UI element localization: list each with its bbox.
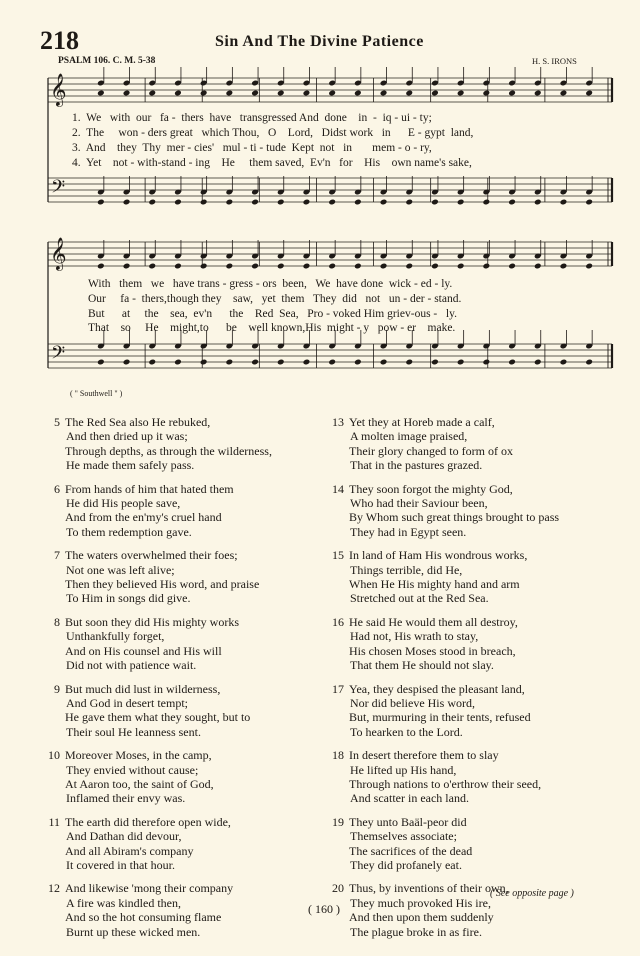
stanza-line: 7 The waters overwhelmed their foes;: [46, 548, 316, 562]
system1-bass-clef-icon: 𝄢: [51, 177, 66, 202]
system2-treble-note: [405, 263, 413, 270]
stanza: [330, 482, 630, 540]
stanza-line: To them redemption gave.: [66, 524, 192, 539]
system2-treble-note: [483, 263, 491, 270]
stanza-line: And from the en'my's cruel hand: [65, 510, 222, 525]
stanza: [330, 748, 630, 806]
stanza-number: 14: [332, 481, 344, 496]
stanza-line: And so the hot consuming flame: [65, 910, 222, 925]
lyric-line1-verse3: 3. And they Thy mer - cies' mul - ti - tude Kept not in mem - o - ry,: [72, 142, 432, 154]
stanza-line: He gave them what they sought, but to: [65, 710, 251, 725]
stanza-number: 17: [332, 681, 344, 696]
system2-bass-note: [303, 359, 311, 366]
stanza-line: The sacrifices of the dead: [349, 843, 473, 858]
stanza-line: By Whom such great things brought to pass: [349, 510, 560, 525]
stanza-line: But, murmuring in their tents, refused: [349, 710, 531, 725]
system1-treble-note: [560, 90, 568, 97]
system2-treble-note: [200, 263, 208, 270]
stanza-number: 10: [48, 748, 60, 763]
system2-bass-note: [97, 359, 105, 366]
system2-bass-note: [508, 359, 516, 366]
system2-treble-note: [251, 263, 259, 270]
lyric-line2-verse1: With them we have trans - gress - ors been, We have done wick - ed - ly.: [88, 278, 453, 290]
system2-bass-note: [148, 359, 156, 366]
stanza-line: It covered in that hour.: [66, 857, 175, 872]
system1-treble-note: [226, 90, 234, 97]
stanza-number: 20: [332, 881, 344, 896]
system1-bass-note: [123, 199, 131, 206]
system1-bass-note: [303, 199, 311, 206]
stanza-line: His chosen Moses stood in breach,: [349, 643, 516, 658]
system2-treble-note: [174, 263, 182, 270]
stanza-line: 12 And likewise 'mong their company: [48, 881, 234, 896]
system1-treble-note: [200, 90, 208, 97]
stanza-number: 13: [332, 415, 344, 429]
system2-treble-note: [431, 263, 439, 270]
stanza-number: 8: [54, 614, 60, 629]
stanza-line: 14 They soon forgot the mighty God,: [332, 481, 513, 496]
stanza-line: Did not with patience wait.: [66, 658, 197, 673]
stanza-line: Stretched out at the Red Sea.: [350, 591, 489, 606]
system2-treble-note: [585, 263, 593, 270]
stanza: [46, 881, 316, 939]
system2-bass-note: [251, 359, 259, 366]
system2-treble-note: [508, 263, 516, 270]
stanza-line: Through nations to o'erthrow their seed,: [349, 776, 542, 791]
stanza: [46, 748, 316, 806]
system1-bass-note: [174, 199, 182, 206]
system2-bass-note: [534, 359, 542, 366]
system1-bass-note: [354, 199, 362, 206]
system1-bass-note: [585, 199, 593, 206]
stanza: [46, 548, 316, 606]
system1-treble-note: [148, 90, 156, 97]
system1-treble-note: [97, 90, 105, 97]
stanza-line: That in the pastures grazed.: [350, 458, 483, 473]
system2-bass-note: [174, 359, 182, 366]
stanza: [330, 682, 630, 740]
stanza-line: He made them safely pass.: [66, 458, 195, 473]
stanza-line: 8 But soon they did His mighty works: [46, 615, 316, 629]
stanza-number: 12: [48, 881, 60, 896]
stanza: [330, 815, 630, 873]
system1-treble-note: [328, 90, 336, 97]
stanza-line: And on His counsel and His will: [65, 643, 222, 658]
stanza: [330, 415, 630, 473]
stanza-line: Their glory changed to form of ox: [349, 443, 513, 458]
stanza-line: They envied without cause;: [66, 762, 199, 777]
stanza-line: The plague broke in as fire.: [350, 924, 482, 939]
stanza-line: 20 Thus, by inventions of their own,: [332, 881, 509, 896]
system1-bass-note: [483, 199, 491, 206]
system1-treble-note: [405, 90, 413, 97]
system1-treble-note: [380, 90, 388, 97]
system1-bass-note: [457, 199, 465, 206]
system2-treble-note: [560, 263, 568, 270]
system2-treble-note: [226, 263, 234, 270]
stanza-line: To Him in songs did give.: [66, 591, 191, 606]
system2-bass-note: [354, 359, 362, 366]
stanzas-right-column: [330, 415, 630, 948]
system2-bass-note: [560, 359, 568, 366]
system1-bass-note: [560, 199, 568, 206]
system1-treble-note: [277, 90, 285, 97]
stanza-line: They did profanely eat.: [350, 857, 462, 872]
system2-treble-note: [354, 263, 362, 270]
stanza-line: At Aaron too, the saint of God,: [65, 776, 214, 791]
stanza-number: 9: [54, 681, 60, 696]
system2-treble-clef-icon: 𝄞: [50, 237, 67, 270]
stanza-line: And scatter in each land.: [350, 791, 469, 806]
system1-bass-note: [405, 199, 413, 206]
stanza-line: And then dried up it was;: [66, 429, 188, 444]
system2-treble-note: [534, 263, 542, 270]
system1-treble-note: [457, 90, 465, 97]
stanza-number: 19: [332, 814, 344, 829]
stanzas-left-column: [46, 415, 316, 948]
system1-treble-note: [123, 90, 131, 97]
stanza-line: To hearken to the Lord.: [350, 724, 463, 739]
lyric-line2-verse4: That so He might,to be well known,His might - y pow - er make.: [88, 322, 456, 334]
system2-bass-note: [585, 359, 593, 366]
system2-treble-note: [457, 263, 465, 270]
system2-bass-clef-icon: 𝄢: [51, 343, 66, 368]
system2-treble-note: [328, 263, 336, 270]
stanza-line: And God in desert tempt;: [66, 695, 188, 710]
stanza-number: 7: [54, 548, 60, 563]
stanza-line: 9 But much did lust in wilderness,: [46, 682, 316, 696]
system1-bass-note: [508, 199, 516, 206]
stanza-line: 13 Yet they at Horeb made a calf,: [332, 415, 495, 429]
system2-treble-note: [97, 263, 105, 270]
system1-bass-note: [328, 199, 336, 206]
stanza-line: That them He should not slay.: [350, 658, 494, 673]
system2-bass-note: [431, 359, 439, 366]
stanza-line: When He His mighty hand and arm: [349, 577, 520, 592]
system1-treble-note: [534, 90, 542, 97]
page-number: ( 160 ): [308, 902, 340, 916]
system2-treble-note: [380, 263, 388, 270]
stanza-line: And Dathan did devour,: [66, 829, 182, 844]
stanza-line: 11 The earth did therefore open wide,: [46, 815, 316, 829]
stanza-number: 18: [332, 748, 344, 763]
continuation-note: ( See opposite page ): [490, 888, 574, 899]
stanza-line: 6 From hands of him that hated them: [46, 482, 316, 496]
stanza-line: A fire was kindled then,: [66, 895, 181, 910]
system2-bass-note: [457, 359, 465, 366]
stanza-line: Not one was left alive;: [66, 562, 175, 577]
stanza: [46, 615, 316, 673]
stanza-line: They had in Egypt seen.: [350, 524, 467, 539]
stanza: [46, 815, 316, 873]
stanza-line: He did His people save,: [66, 496, 181, 511]
hymn-title: Sin And The Divine Patience: [215, 33, 424, 50]
system1-treble-note: [431, 90, 439, 97]
stanza-number: 6: [54, 481, 60, 496]
system1-treble-note: [354, 90, 362, 97]
system1-treble-note: [174, 90, 182, 97]
system1-treble-note: [585, 90, 593, 97]
system2-bass-note: [226, 359, 234, 366]
system2-bass-note: [123, 359, 131, 366]
stanza-line: Unthankfully forget,: [66, 629, 165, 644]
stanza: [330, 615, 630, 673]
system2-bass-note: [405, 359, 413, 366]
system2-treble-note: [123, 263, 131, 270]
stanza: [46, 682, 316, 740]
music-score: [0, 0, 640, 400]
stanza-line: A molten image praised,: [350, 429, 468, 444]
stanza-line: 5 The Red Sea also He rebuked,: [46, 415, 316, 429]
stanza: [46, 415, 316, 473]
system1-treble-note: [483, 90, 491, 97]
system2-bass-note: [200, 359, 208, 366]
stanza-line: Burnt up these wicked men.: [66, 924, 201, 939]
hymn-composer: H. S. IRONS: [532, 56, 577, 66]
system1-bass-note: [97, 199, 105, 206]
system1-bass-note: [277, 199, 285, 206]
system2-bass-note: [277, 359, 285, 366]
stanza-line: 15 In land of Ham His wondrous works,: [332, 548, 528, 563]
stanza-line: 19 They unto Baäl-peor did: [332, 814, 467, 829]
system1-bass-note: [534, 199, 542, 206]
stanza: [330, 548, 630, 606]
stanza-line: Nor did believe His word,: [350, 695, 475, 710]
system1-bass-note: [200, 199, 208, 206]
system1-bass-note: [431, 199, 439, 206]
stanza-line: 18 In desert therefore them to slay: [332, 748, 499, 763]
system1-treble-note: [303, 90, 311, 97]
system2-treble-note: [277, 263, 285, 270]
stanza: [46, 482, 316, 540]
tune-name: ( " Southwell " ): [70, 389, 123, 398]
stanza-line: Things terrible, did He,: [350, 562, 463, 577]
stanza-line: Through depths, as through the wilderness,: [65, 443, 272, 458]
system1-treble-note: [251, 90, 259, 97]
stanza-number: 15: [332, 548, 344, 563]
system1-bass-note: [251, 199, 259, 206]
system2-bass-note: [483, 359, 491, 366]
hymn-meter: PSALM 106. C. M. 5-38: [58, 56, 156, 66]
lyric-line1-verse4: 4. Yet not - with-stand - ing He them saved, Ev'n for His own name's sake,: [72, 157, 472, 169]
lyric-line2-verse3: But at the sea, ev'n the Red Sea, Pro - voked Him griev-ous - ly.: [88, 308, 457, 320]
system1-bass-note: [148, 199, 156, 206]
stanza-number: 5: [54, 415, 60, 429]
stanza-line: 17 Yea, they despised the pleasant land,: [332, 681, 525, 696]
system2-bass-note: [328, 359, 336, 366]
system1-bass-note: [380, 199, 388, 206]
stanza-line: Then they believed His word, and praise: [65, 577, 260, 592]
stanza-number: 11: [48, 814, 60, 829]
lyric-line1-verse1: 1. We with our fa - thers have transgressed And done in - iq - ui - ty;: [72, 112, 432, 124]
stanza-number: 16: [332, 614, 344, 629]
stanza-line: Who had their Saviour been,: [350, 496, 488, 511]
stanza-line: 16 He said He would them all destroy,: [332, 614, 518, 629]
stanza-line: And all Abiram's company: [65, 843, 194, 858]
stanza-line: And then upon them suddenly: [349, 910, 494, 925]
lyric-line1-verse2: 2. The won - ders great which Thou, O Lord, Didst work in E - gypt land,: [72, 127, 474, 139]
system2-bass-note: [380, 359, 388, 366]
system2-treble-note: [148, 263, 156, 270]
lyric-line2-verse2: Our fa - thers,though they saw, yet them They did not un - der - stand.: [88, 293, 462, 305]
stanza-line: Inflamed their envy was.: [66, 791, 186, 806]
stanza: [330, 881, 630, 939]
stanza-line: He lifted up His hand,: [350, 762, 457, 777]
system2-treble-note: [303, 263, 311, 270]
stanza-line: They much provoked His ire,: [350, 895, 491, 910]
system1-treble-clef-icon: 𝄞: [50, 73, 67, 106]
system1-bass-note: [226, 199, 234, 206]
system1-treble-note: [508, 90, 516, 97]
stanza-line: Had not, His wrath to stay,: [350, 629, 479, 644]
stanza-line: Themselves associate;: [350, 829, 457, 844]
stanza-line: 10 Moreover Moses, in the camp,: [48, 748, 212, 763]
stanza-line: Their soul He leanness sent.: [66, 724, 201, 739]
hymn-number: 218: [40, 26, 79, 55]
